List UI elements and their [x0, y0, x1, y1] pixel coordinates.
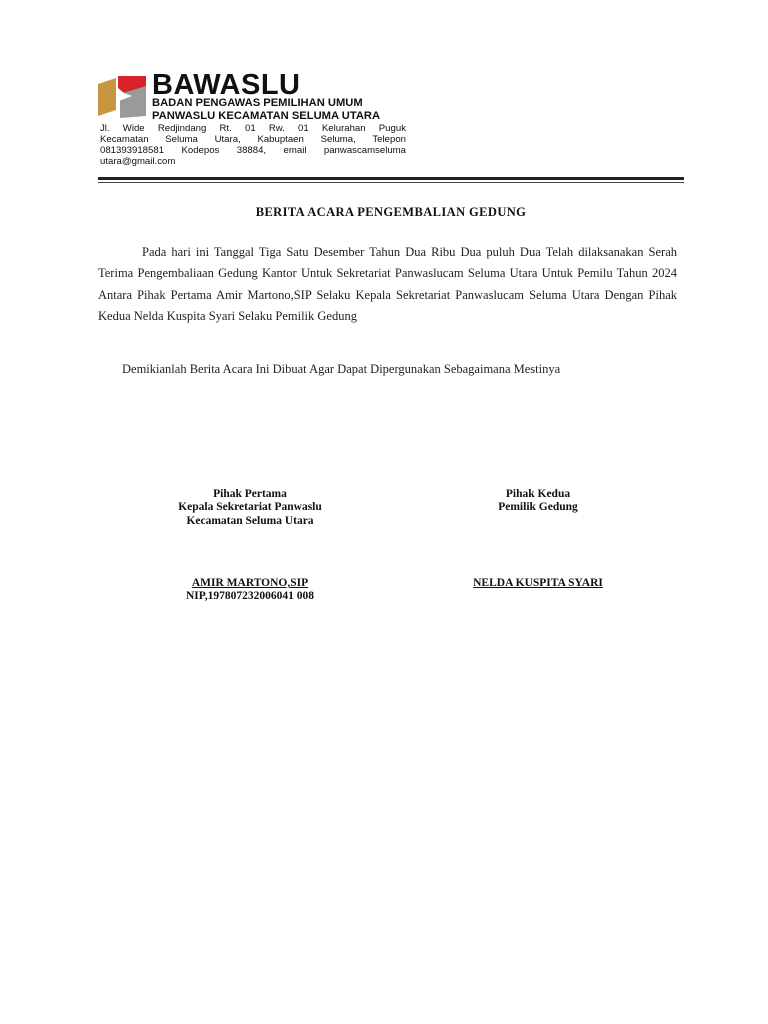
signatory-name: AMIR MARTONO,SIP [191, 577, 309, 589]
signatory-name: NELDA KUSPITA SYARI [473, 577, 603, 589]
signature-position: Kepala Sekretariat Panwaslu [178, 501, 322, 514]
signature-block-second [428, 488, 648, 515]
body-paragraph: Pada hari ini Tanggal Tiga Satu Desember Tahun Dua Ribu Dua puluh Dua Telah dilaksanakan Serah Terima Pengembaliaan Gedung Kantor Untuk Sekretariat Panwaslucam Seluma Utara Untuk Pemilu Tahun 2024 Antara Pihak Pertama Amir Martono,SIP Selaku Kepala Sekretariat Panwaslucam Seluma Utara Dengan Pihak Kedua Nelda Kuspita Syari Selaku Pemilik Gedung [98, 245, 677, 323]
letterhead-divider-thick [98, 177, 684, 180]
agency-unit: PANWASLU KECAMATAN SELUMA UTARA [152, 110, 381, 122]
address-line: Kecamatan Seluma Utara, Kabuptaen Seluma, Telepon [100, 134, 406, 145]
address-line: Jl. Wide Redjindang Rt. 01 Rw. 01 Kelurahan Puguk [100, 123, 406, 134]
signature-block-first [140, 488, 360, 528]
brand-name: BAWASLU [152, 69, 301, 101]
document-title: BERITA ACARA PENGEMBALIAN GEDUNG [255, 205, 527, 219]
agency-name: BADAN PENGAWAS PEMILIHAN UMUM [152, 97, 363, 109]
address-block [100, 123, 406, 167]
bawaslu-logo-icon [96, 72, 148, 120]
signature-position: Pemilik Gedung [498, 501, 578, 514]
address-line: 081393918581 Kodepos 38884, email panwascamseluma [100, 145, 406, 156]
address-line: utara@gmail.com [100, 156, 176, 167]
signatory-second [428, 577, 648, 590]
signature-role: Pihak Pertama [213, 488, 287, 500]
signature-unit: Kecamatan Seluma Utara [186, 514, 314, 527]
signature-role: Pihak Kedua [505, 488, 571, 500]
letterhead-divider-thin [98, 182, 684, 183]
letterhead [96, 70, 416, 170]
closing-statement: Demikianlah Berita Acara Ini Dibuat Agar Dapat Dipergunakan Sebagaimana Mestinya [122, 362, 561, 376]
signatory-nip: NIP,197807232006041 008 [186, 590, 314, 603]
signatory-first [140, 577, 360, 604]
